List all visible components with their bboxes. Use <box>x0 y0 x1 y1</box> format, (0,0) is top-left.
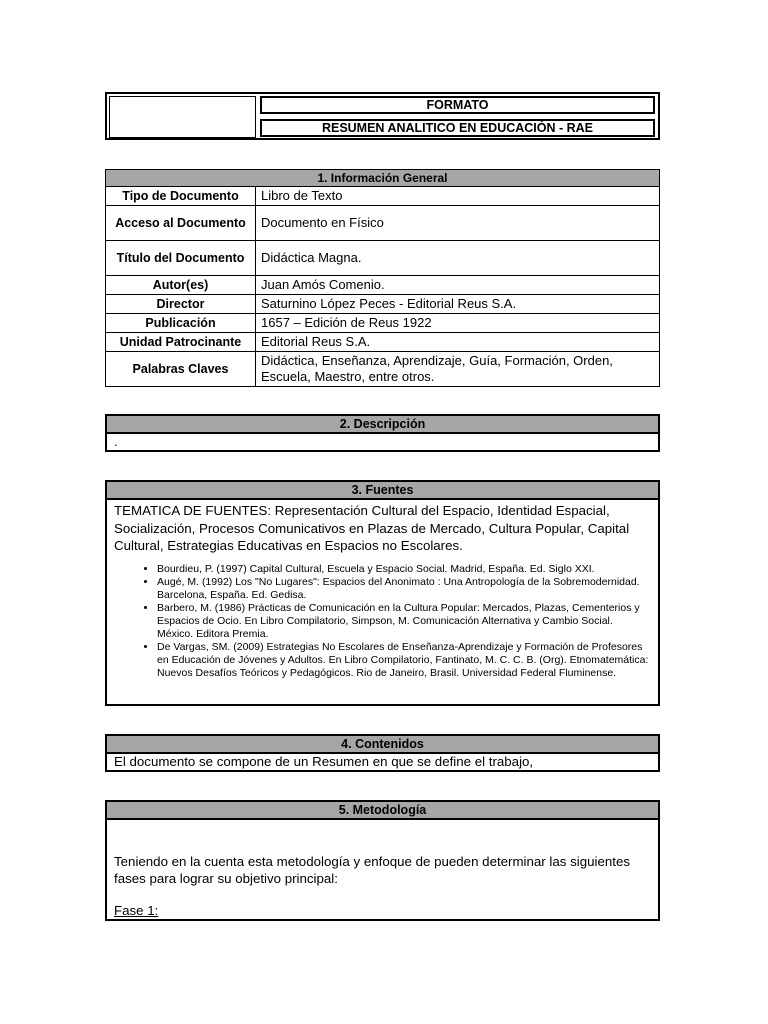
row-label: Director <box>106 295 256 314</box>
row-label: Unidad Patrocinante <box>106 333 256 352</box>
row-label: Publicación <box>106 314 256 333</box>
row-value: Didáctica Magna. <box>256 241 660 276</box>
row-label: Autor(es) <box>106 276 256 295</box>
reference-item: • Bourdieu, P. (1997) Capital Cultural, Escuela y Espacio Social. Madrid, España. Ed. Siglo XXI. <box>157 563 651 576</box>
metodologia-text: Teniendo en la cuenta esta metodología y enfoque de pueden determinar las siguientes fases para lograr su objetivo principal: <box>114 854 630 886</box>
reference-item: • Barbero, M. (1986) Prácticas de Comunicación en la Cultura Popular: Mercados, Plazas, Cementerios y Espacios de Ocio. En Libro Compilatorio, Simpson, M. Comunicación Alternativa y Cambio Social. México. Editora Premia. <box>157 602 651 641</box>
fuentes-section <box>105 480 660 706</box>
contenidos-header: 4. Contenidos <box>107 736 658 754</box>
metodologia-section <box>105 800 660 921</box>
row-label: Palabras Claves <box>106 352 256 387</box>
row-value: Didáctica, Enseñanza, Aprendizaje, Guía, Formación, Orden, Escuela, Maestro, entre otros. <box>256 352 660 387</box>
row-value: 1657 – Edición de Reus 1922 <box>256 314 660 333</box>
row-label: Acceso al Documento <box>106 206 256 241</box>
row-value: Editorial Reus S.A. <box>256 333 660 352</box>
phase-label: Fase 1: <box>114 903 159 918</box>
contenidos-text: El documento se compone de un Resumen en que se define el trabajo, <box>114 754 534 769</box>
descripcion-section <box>105 414 660 452</box>
row-value: Saturnino López Peces - Editorial Reus S.A. <box>256 295 660 314</box>
reference-item: • Augé, M. (1992) Los "No Lugares": Espacios del Anonimato : Una Antropología de la Sobremodernidad. Barcelona, España. Ed. Gedisa. <box>157 576 651 602</box>
logo-cell <box>109 96 256 138</box>
reference-item: • De Vargas, SM. (2009) Estrategias No Escolares de Enseñanza-Aprendizaje y Formación de Profesores en Educación de Jóvenes y Adultos. En Libro Compilatorio, Fantinato, M. C. C. B. (Org). Etnomatemática: Nuevos Desafíos Teóricos y Pedagógicos. Rio de Janeiro, Brasil. Universidad Federal Fluminense. <box>157 641 651 680</box>
metodologia-header: 5. Metodología <box>107 802 658 820</box>
row-value: Documento en Físico <box>256 206 660 241</box>
descripcion-header: 2. Descripción <box>107 416 658 434</box>
contenidos-section <box>105 734 660 772</box>
formato-header <box>105 92 660 140</box>
format-title: FORMATO <box>260 96 655 114</box>
row-value: Libro de Texto <box>256 187 660 206</box>
row-value: Juan Amós Comenio. <box>256 276 660 295</box>
descripcion-text: . <box>114 434 118 449</box>
row-label: Tipo de Documento <box>106 187 256 206</box>
general-info-header: 1. Información General <box>106 170 660 187</box>
format-subtitle: RESUMEN ANALITICO EN EDUCACIÓN - RAE <box>260 119 655 137</box>
fuentes-intro: TEMATICA DE FUENTES: Representación Cultural del Espacio, Identidad Espacial, Socialización, Procesos Comunicativos en Plazas de Mercado, Cultura Popular, Capital Cultural, Estrategias Educativas en Espacios no Escolares. <box>114 503 630 553</box>
references-list <box>114 563 651 680</box>
fuentes-header: 3. Fuentes <box>107 482 658 500</box>
row-label: Título del Documento <box>106 241 256 276</box>
general-info-section <box>105 169 660 387</box>
